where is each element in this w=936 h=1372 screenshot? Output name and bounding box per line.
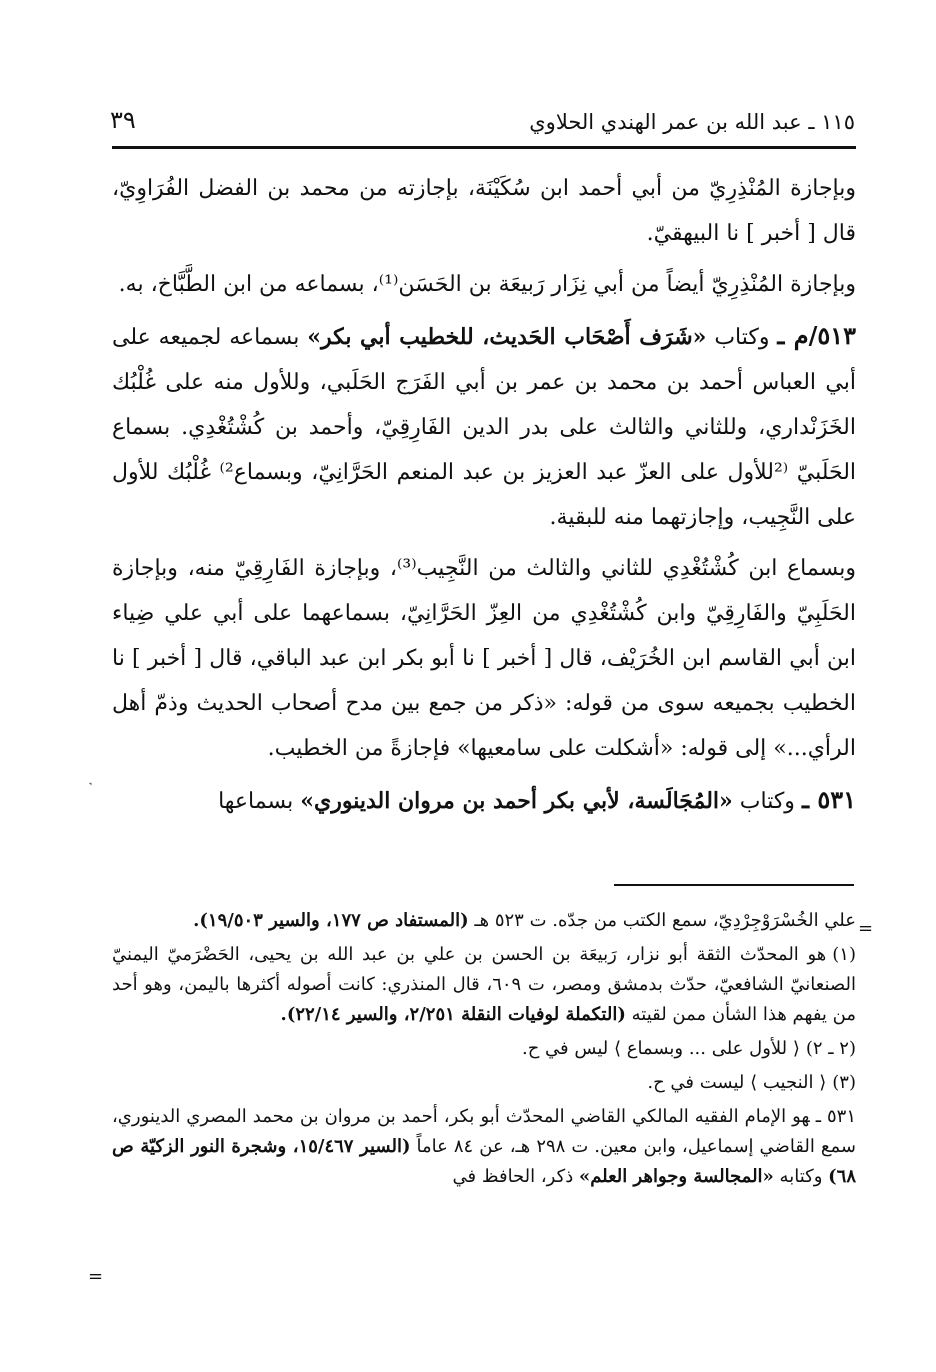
book-title-sharaf: «شَرَف أَصْحَاب الحَديث، للخطيب أبي بكر» (307, 324, 707, 350)
footnote-source: (التكملة لوفيات النقلة ٢/٢٥١، والسير ٢٢/١٤). (280, 1004, 626, 1025)
footnote-531 (112, 1102, 856, 1192)
entry-number-531: ٥٣١ ـ (801, 785, 856, 814)
paragraph-4: وبسماع ابن كُشْتُغْدِي للثاني والثالث من النَّجِيب⁽³⁾، وبإجازة الفَارِقِيّ منه، وبإجازة الحَلَبِيّ والفَارِقِيّ وابن كُشْتُغْدِي من العِزّ الحَرَّانِيّ، بسماعهما على أبي علي ضِياء ابن أبي القاسم ابن الخُرَيْف، قال [ أخبر ] نا أبو بكر ابن عبد الباقي، قال [ أخبر ] نا الخطيب بجميعه سوى من قوله: «ذكر من جمع بين مدح أصحاب الحديث وذمّ أهل الرأي...» إلى قوله: «أشكلت على سامعيها» فإجازةً من الخطيب. (112, 556, 856, 761)
paragraph-513m (112, 313, 856, 540)
header-rule (112, 146, 856, 149)
footnote-text: وكتابه (779, 1166, 823, 1187)
footnote-label: (١) (832, 944, 856, 965)
page-header (110, 84, 855, 134)
entry-number-513m: ٥١٣/م ـ (777, 321, 857, 350)
footnote-rule (614, 884, 854, 886)
footnote-label: (٢ ـ ٢) (805, 1038, 856, 1059)
footnote-text: ⟨ النجيب ⟩ ليست في ح. (647, 1072, 827, 1093)
footnote-text: هو الإمام الفقيه المالكي القاضي المحدّث أبو بكر، أحمد بن مروان بن محمد المصري الدينوري، سمع القاضي إسماعيل، وابن معين. ت ٢٩٨ هـ، عن ٨٤ عاماً (112, 1106, 856, 1157)
footnote-label: (٣) (832, 1072, 856, 1093)
continuation-mark-top: = (858, 918, 874, 939)
margin-mark: ˺ (88, 780, 93, 796)
footnote-book-title: «المجالسة وجواهر العلم» (578, 1166, 774, 1187)
main-text (112, 166, 856, 824)
footnote-1 (112, 940, 856, 1030)
footnotes (112, 906, 856, 1192)
footnote-text: ذكر، الحافظ في (452, 1166, 574, 1187)
paragraph-2: وبإجازة المُنْذِرِيّ أيضاً من أبي نِزَار رَبيعَة بن الحَسَن⁽¹⁾، بسماعه من ابن الطَّبَّاخ، به. (118, 272, 856, 297)
footnote-source: (السير ١٥/٤٦٧، وشجرة النور الزكيّة ص ٦٨) (112, 1136, 856, 1187)
footnote-text: هو المحدّث الثقة أبو نزار، رَبيعَة بن الحسن بن علي بن عبد الله بن يحيى، الحَضْرَميّ اليمنيّ الصنعانيّ الشافعيّ، حدّث بدمشق ومصر، ت ٦٠٩، قال المنذري: كانت أصوله أكثرها باليمن، وهو أحد من يفهم هذا الشأن ممن لقيته (112, 944, 857, 1025)
continuation-mark-bottom: = (88, 1266, 104, 1287)
running-title: ١١٥ ـ عبد الله بن عمر الهندي الحلاوي (529, 110, 855, 134)
book-title-mujalasa: «المُجَالَسة، لأبي بكر أحمد بن مروان الدينوري» (300, 788, 733, 814)
entry-text: بسماعها (218, 789, 294, 814)
footnote-2 (112, 1034, 856, 1064)
page-number: ٣٩ (110, 106, 136, 134)
entry-text: بسماعه لجميعه على أبي العباس أحمد بن محمد بن عمر بن أبي الفَرَج الحَلَبي، وللأول منه على غُلْبُك الخَزَنْداري، وللثاني والثالث على بدر الدين الفَارِقِيّ، وأحمد بن كُشْتُغْدِي. بسماع الحَلَبيّ ⁽²للأول على العزّ عبد العزيز بن عبد المنعم الحَرَّانِيّ، وبسماع²⁾ غُلْبُك للأول على النَّجِيب، وإجازتهما منه للبقية. (112, 325, 857, 530)
entry-lead: وكتاب (739, 789, 795, 814)
footnote-3 (112, 1068, 856, 1098)
footnote-text: ⟨ للأول على ... وبسماع ⟩ ليس في ح. (521, 1038, 800, 1059)
footnote-label: ٥٣١ ـ (815, 1106, 856, 1127)
paragraph-1: وبإجازة المُنْذِرِيّ من أبي أحمد ابن سُكَيْنَة، بإجازته من محمد بن الفضل الفُرَاوِيّ، قال [ أخبر ] نا البيهقيّ. (112, 176, 856, 246)
footnote-text: علي الخُسْرَوْجِرْدِيّ، سمع الكتب من جدّه. ت ٥٢٣ هـ (474, 910, 856, 931)
entry-lead: وكتاب (714, 325, 770, 350)
footnote-continued (112, 906, 856, 936)
paragraph-531 (112, 777, 856, 824)
footnote-source: (المستفاد ص ١٧٧، والسير ١٩/٥٠٣). (193, 910, 469, 931)
